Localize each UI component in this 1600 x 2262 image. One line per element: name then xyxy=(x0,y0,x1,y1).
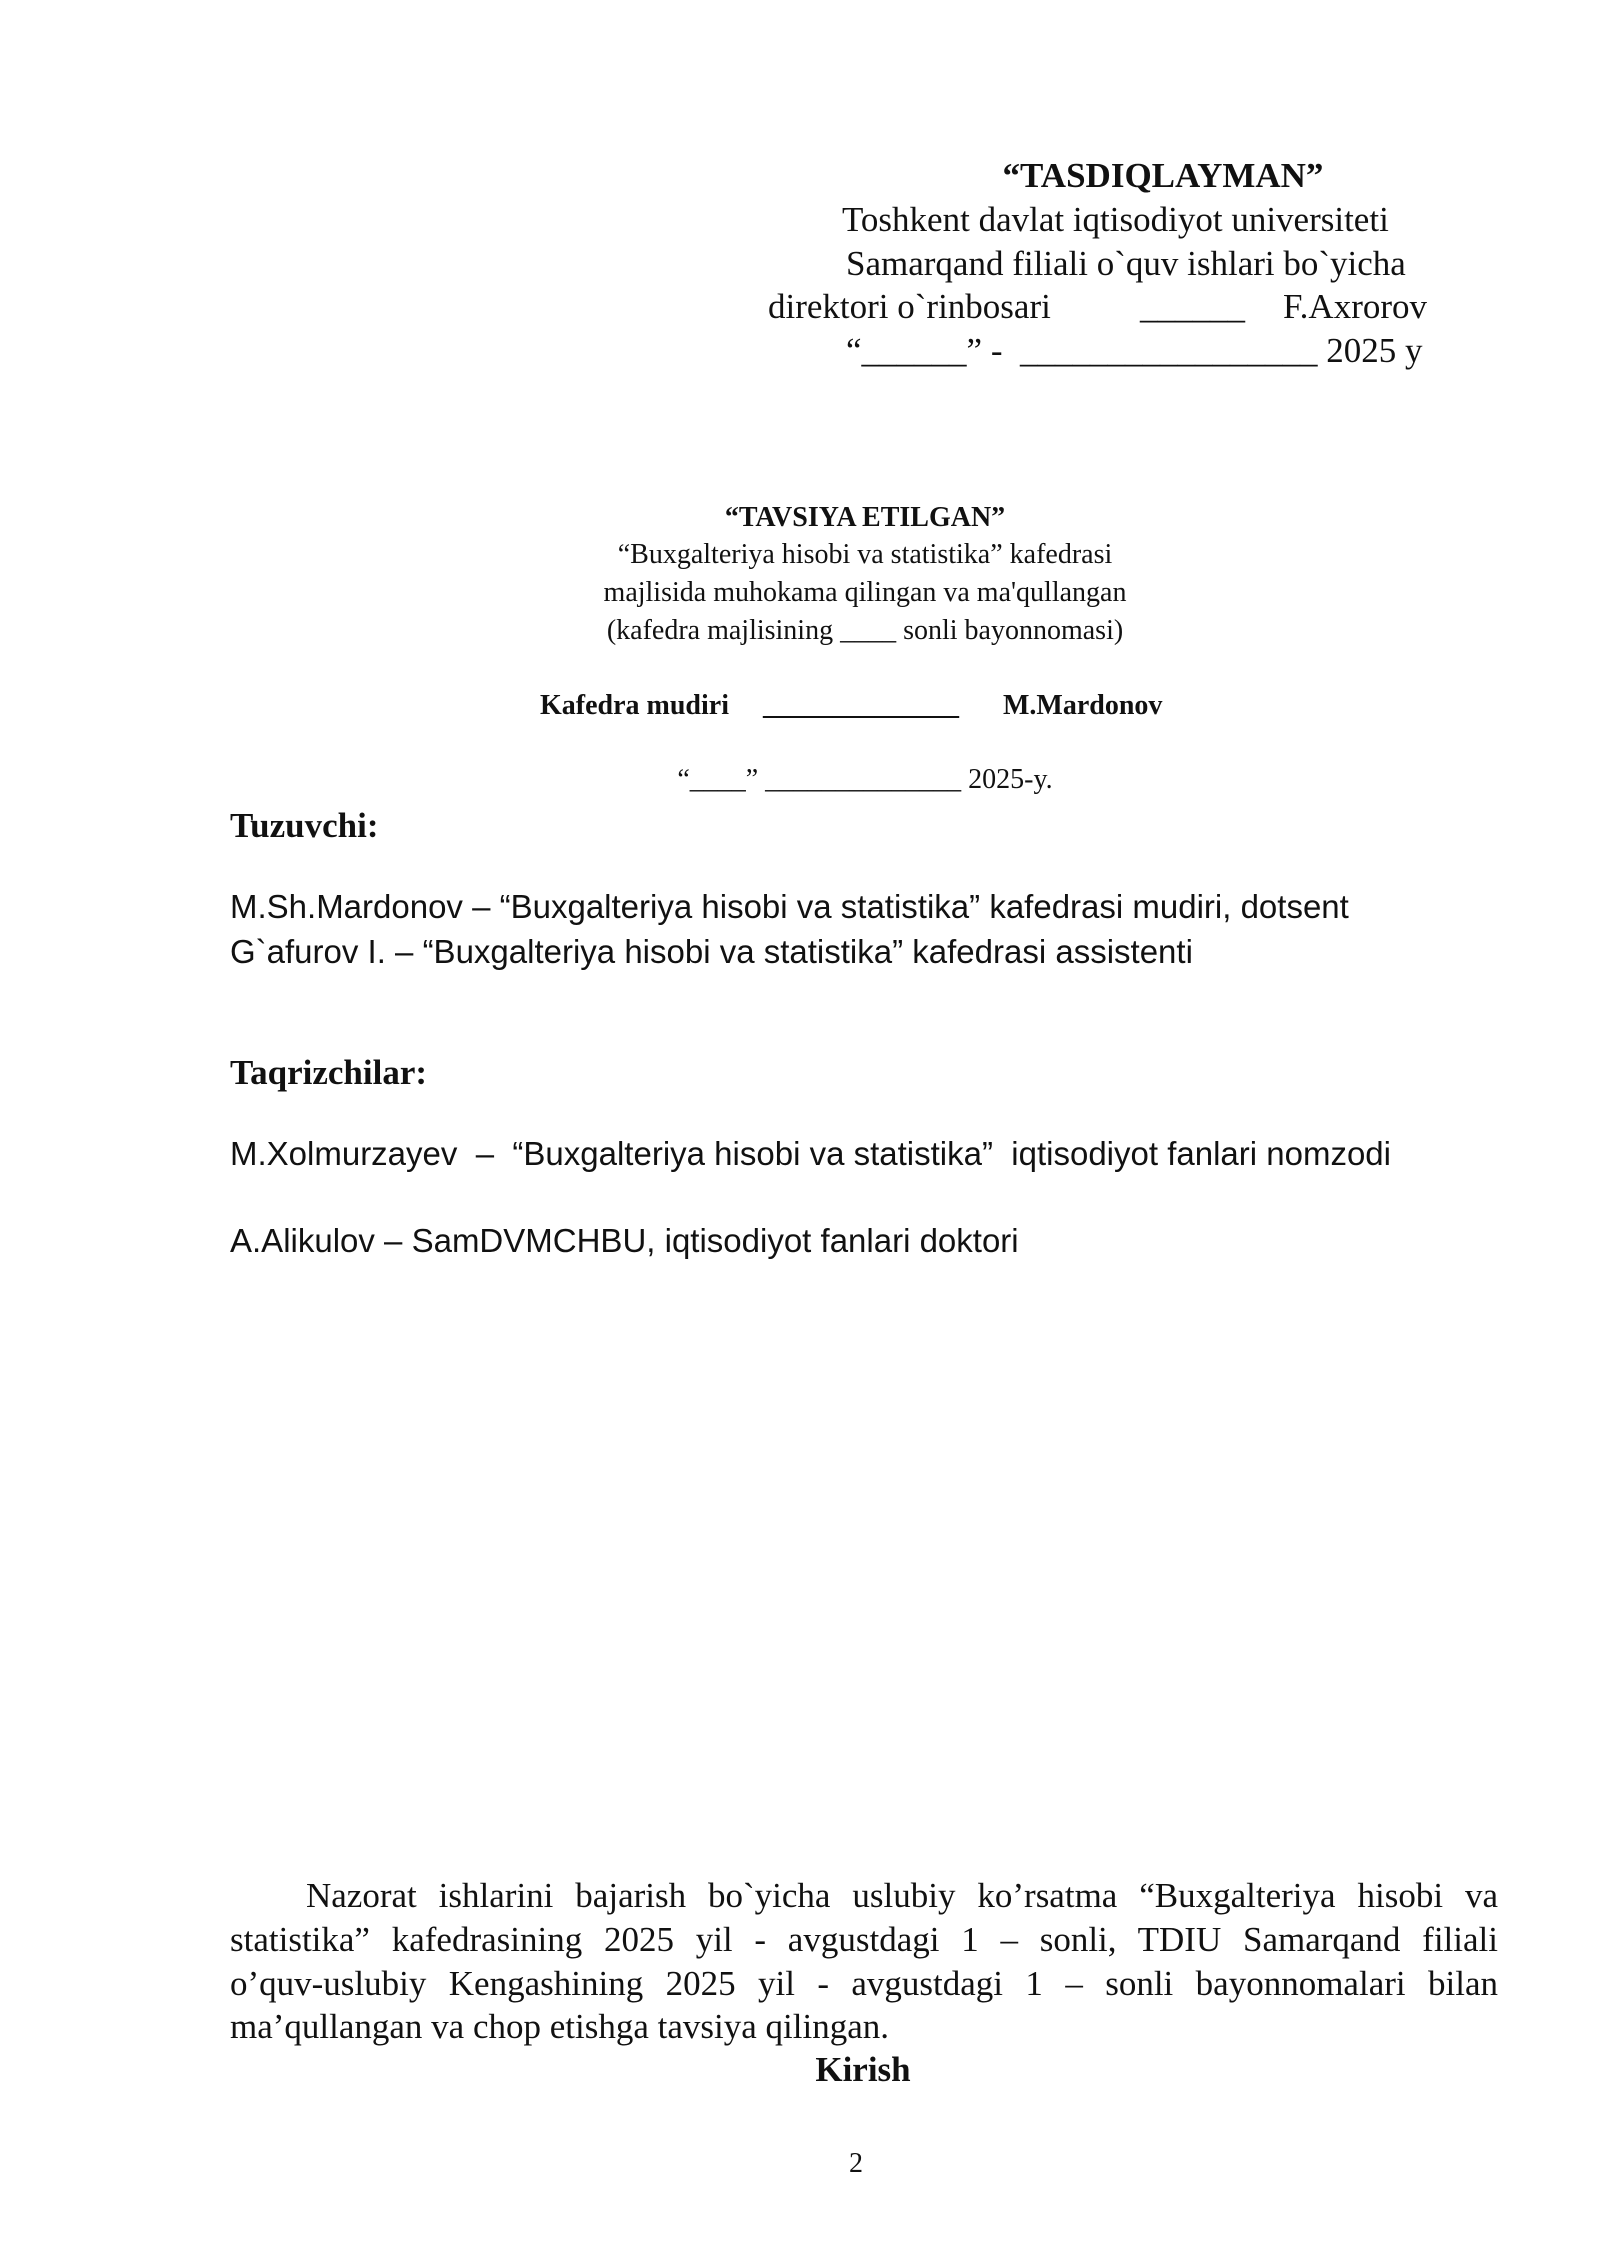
compiler-item: G`afurov I. – “Buxgalteriya hisobi va statistika” kafedrasi assistenti xyxy=(230,933,1193,970)
approval-branch-line: Samarqand filiali o`quv ishlari bo`yicha xyxy=(846,244,1406,283)
note-line: ma’qullangan va chop etishga tavsiya qilingan. xyxy=(230,2007,889,2046)
recommended-department-line: “Buxgalteriya hisobi va statistika” kafedrasi xyxy=(617,539,1113,570)
note-line: Nazorat ishlarini bajarish bo`yicha uslubiy ko’rsatma “Buxgalteriya hisobi va xyxy=(306,1876,1498,1915)
reviewer-item: A.Alikulov – SamDVMCHBU, iqtisodiyot fanlari doktori xyxy=(230,1222,1019,1259)
approval-date-line: “______” - _________________ 2025 y xyxy=(846,331,1423,370)
department-head-signature-blank: ______________ xyxy=(763,690,959,721)
recommended-protocol-line: (kafedra majlisining ____ sonli bayonnomasi) xyxy=(606,615,1124,646)
recommended-date-line: “____” ______________ 2025-y. xyxy=(677,764,1053,795)
note-line: o’quv-uslubiy Kengashining 2025 yil - avgustdagi 1 – sonli bayonnomalari bilan xyxy=(230,1964,1498,2003)
page-number: 2 xyxy=(849,2148,863,2179)
note-line: statistika” kafedrasining 2025 yil - avgustdagi 1 – sonli, TDIU Samarqand filiali xyxy=(230,1920,1498,1959)
department-head-name: M.Mardonov xyxy=(1003,690,1163,721)
approval-signer-name: F.Axrorov xyxy=(1283,287,1427,326)
approval-position-line: direktori o`rinbosari xyxy=(768,287,1051,326)
approval-signature-blank: ______ xyxy=(1140,287,1245,326)
approval-title: “TASDIQLAYMAN” xyxy=(1002,156,1324,195)
department-head-label: Kafedra mudiri xyxy=(540,690,729,721)
approval-university-line: Toshkent davlat iqtisodiyot universiteti xyxy=(842,200,1389,239)
compilers-heading: Tuzuvchi: xyxy=(230,806,379,845)
reviewer-item: M.Xolmurzayev – “Buxgalteriya hisobi va statistika” iqtisodiyot fanlari nomzodi xyxy=(230,1135,1391,1172)
recommended-meeting-line: majlisida muhokama qilingan va ma'qullangan xyxy=(603,577,1127,608)
section-title: Kirish xyxy=(815,2050,911,2089)
compiler-item: M.Sh.Mardonov – “Buxgalteriya hisobi va statistika” kafedrasi mudiri, dotsent xyxy=(230,888,1349,925)
recommended-title: “TAVSIYA ETILGAN” xyxy=(724,502,1006,533)
reviewers-heading: Taqrizchilar: xyxy=(230,1053,428,1092)
